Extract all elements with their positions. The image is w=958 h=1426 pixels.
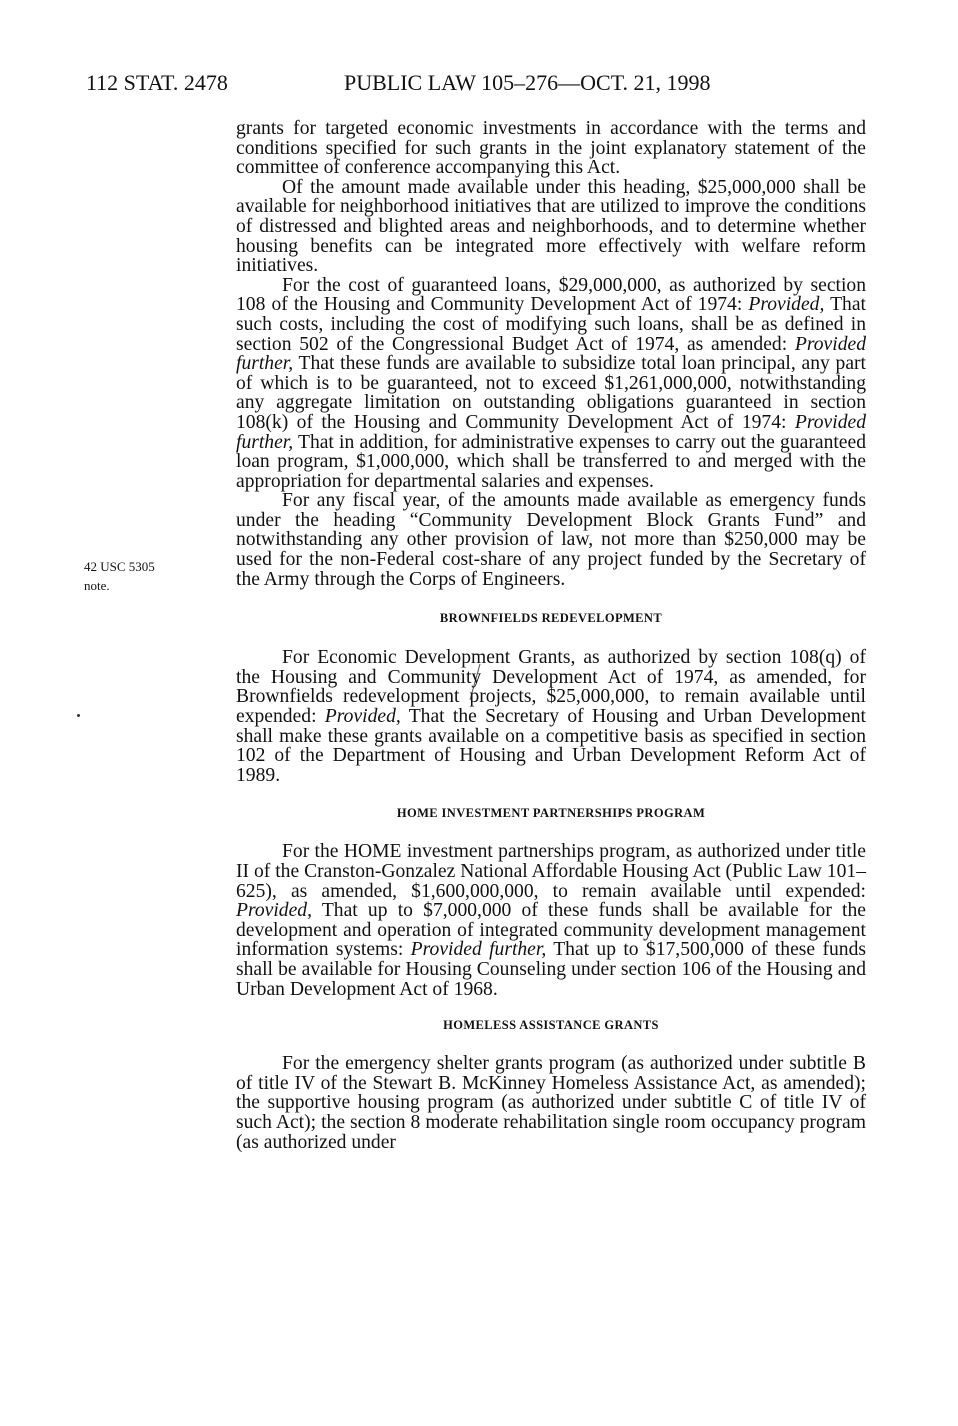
section-heading-brownfields: BROWNFIELDS REDEVELOPMENT [439,611,663,626]
paragraph-home-program [236,842,866,999]
proviso-italic: Provided further, [236,411,866,453]
statute-page-citation: 112 STAT. 2478 [86,70,228,95]
margin-note-citation: 42 USC 5305 [84,559,155,574]
text-run: That the Secretary of Housing and Urban Development shall make these grants available on a competitive basis as specified in section 102 of the Department of Housing and Urban Development Reform Act of 1989. [236,706,866,786]
proviso-italic: Provided, [236,900,312,922]
text-run: That in addition, for administrative expenses to carry out the guaranteed loan program, $1,000,000, which shall be transferred to and merged with the appropriation for departmental salaries and expenses. [236,431,866,492]
paragraph-brownfields [236,648,866,785]
proviso-italic: Provided further, [410,939,547,961]
text-run: That up to $17,500,000 of these funds shall be available for Housing Counseling under section 106 of the Housing and Urban Development Act of 1968. [236,939,866,1000]
text-run: That these funds are available to subsidize total loan principal, any part of which is to be guaranteed, not to exceed $1,261,000,000, notwithstanding any aggregate limitation on outstanding obligations guaranteed in section 108(k) of the Housing and Community Development Act of 1974: [236,353,866,433]
paragraph-emergency-funds: For any fiscal year, of the amounts made available as emergency funds under the heading “Community Development Block Grants Fund” and notwithstanding any other provision of law, not more than $250,000 may be used for the non-Federal cost-share of any project funded by the Secretary of the Army through the Corps of Engineers. [236,490,866,590]
section-heading-home: HOME INVESTMENT PARTNERSHIPS PROGRAM [396,806,706,821]
scan-speck [77,714,80,717]
body-text [236,119,866,1152]
paragraph-homeless-grants: For the emergency shelter grants program (as authorized under subtitle B of title IV of the Stewart B. McKinney Homeless Assistance Act, as amended); the supportive housing program (as authorized under subtitle C of title IV of such Act); the section 8 moderate rehabilitation single room occupancy program (as authorized under [236,1053,866,1153]
text-run: For the cost of guaranteed loans, $29,000,000, as authorized by section 108 of the Housing and Community Development Act of 1974: [236,274,866,316]
text-run: For the HOME investment partnerships program, as authorized under title II of the Cranston-Gonzalez National Affordable Housing Act (Public Law 101–625), as amended, $1,600,000,000, to remain available until expended: [236,841,866,902]
public-law-citation: PUBLIC LAW 105–276—OCT. 21, 1998 [344,70,711,95]
text-run: That up to $7,000,000 of these funds shall be available for the development and operation of integrated community development management information systems: [236,900,866,961]
proviso-italic: Provided, [748,294,825,316]
margin-note [84,557,214,595]
paragraph-guaranteed-loans [236,276,866,492]
paragraph-targeted-investments: grants for targeted economic investments in accordance with the terms and conditions specified for such grants in the joint explanatory statement of the committee of conference accompanying this Act. [236,118,866,179]
paragraph-neighborhood-initiatives: Of the amount made available under this heading, $25,000,000 shall be available for neighborhood initiatives that are utilized to improve the conditions of distressed and blighted areas and neighborhoods, and to determine whether housing benefits can be integrated more effectively with welfare reform initiatives. [236,176,866,277]
margin-note-suffix: note. [84,578,110,593]
proviso-italic: Provided, [324,706,401,728]
proviso-italic: Provided further, [236,333,866,375]
text-run: That such costs, including the cost of modifying such loans, shall be as defined in section 502 of the Congressional Budget Act of 1974, as amended: [236,294,866,355]
running-head [86,68,886,98]
section-heading-homeless: HOMELESS ASSISTANCE GRANTS [443,1018,659,1033]
text-run: For Economic Development Grants, as authorized by section 108(q) of the Housing and Community Development Act of 1974, as amended, for Brownfields redevelopment projects, $25,000,000, to remain available until expended: [236,647,866,728]
